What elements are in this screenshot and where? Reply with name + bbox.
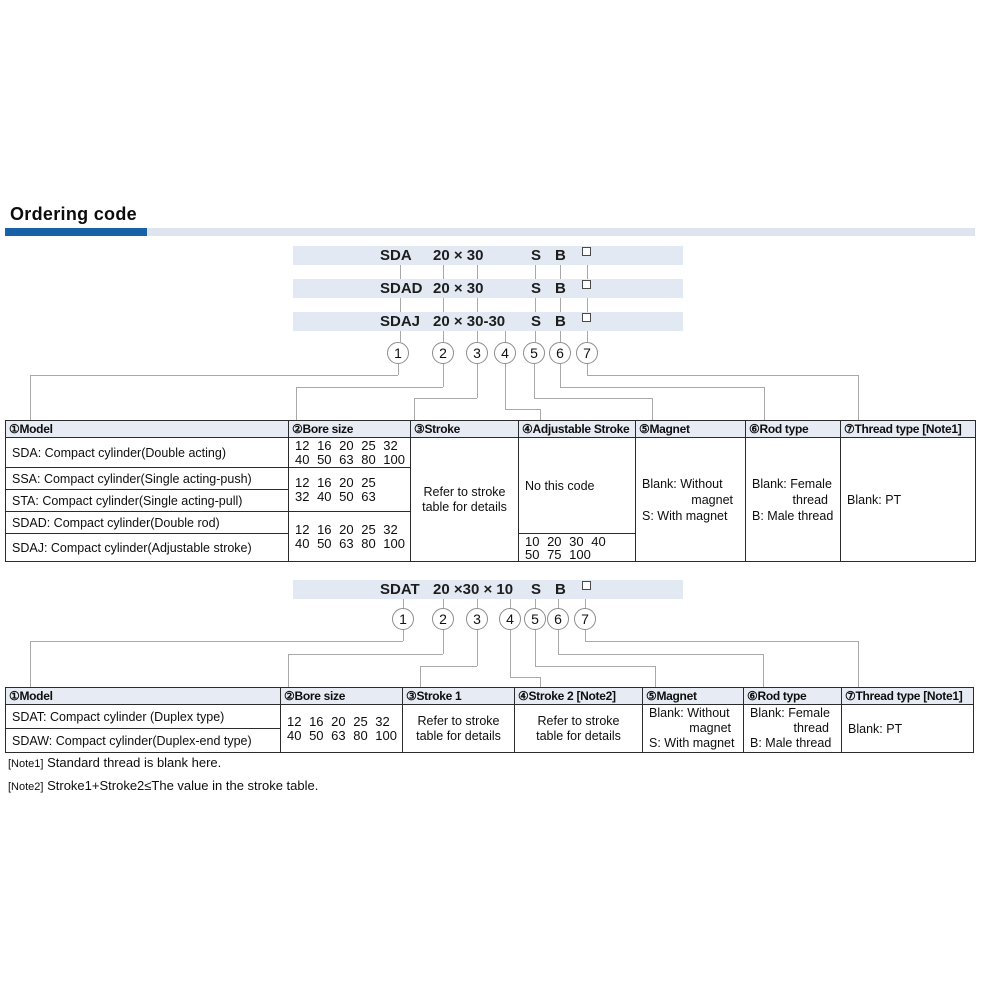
connector-line [587,298,588,312]
code-magnet: S [531,313,542,330]
connector-line [505,409,540,410]
col-header-stroke2: ④Stroke 2 [Note2] [515,688,643,705]
position-circle-6: 6 [549,342,571,364]
col-header-adjustable-stroke: ④Adjustable Stroke [519,421,636,438]
position-circle-6: 6 [547,608,569,630]
connector-line [477,331,478,342]
position-circle-1: 1 [392,608,414,630]
code-rod: B [555,313,566,330]
code-size: 20 × 30-30 [433,313,506,330]
connector-line [510,599,511,608]
title-underline-dark [5,228,147,236]
connector-line [558,630,559,654]
code-rod: B [555,280,566,297]
connector-line [560,298,561,312]
model-cell: SDAT: Compact cylinder (Duplex type) [6,705,281,729]
note-label: [Note2] [8,781,44,793]
col-header-model: ①Model [6,688,281,705]
code-size: 20 × 30 [433,280,484,297]
code-bar-sdat [293,580,683,599]
connector-line [535,630,536,666]
connector-line [400,265,401,279]
col-header-thread-type: ⑦Thread type [Note1] [841,421,976,438]
connector-line [414,398,477,399]
model-cell: SDAJ: Compact cylinder(Adjustable stroke) [6,534,289,562]
code-model: SDAT [380,581,420,598]
connector-line [477,265,478,279]
code-magnet: S [531,581,542,598]
magnet-cell: Blank: Without magnet S: With magnet [643,705,744,753]
model-cell: SDAD: Compact cylinder(Double rod) [6,512,289,534]
model-cell: SSA: Compact cylinder(Single acting-push) [6,468,289,490]
connector-line [764,387,765,420]
connector-line [477,630,478,666]
code-magnet: S [531,247,542,264]
col-header-magnet: ⑤Magnet [643,688,744,705]
connector-line [587,265,588,279]
connector-line [443,265,444,279]
position-circle-1: 1 [387,342,409,364]
col-header-stroke: ③Stroke [411,421,519,438]
connector-line [560,364,561,387]
code-bar-sda [293,246,683,265]
connector-line [505,364,506,409]
col-header-rod-type: ⑥Rod type [744,688,842,705]
code-model: SDA [380,247,412,264]
code-bar-sdad [293,279,683,298]
code-bar-sdaj [293,312,683,331]
connector-line [398,364,399,375]
connector-line [288,654,443,655]
connector-line [540,409,541,420]
title-underline-light [5,228,975,236]
connector-line [585,599,586,608]
connector-line [30,641,403,642]
stroke-cell: Refer to stroke table for details [411,438,519,562]
thread-type-cell: Blank: PT [841,438,976,562]
note-1 [8,755,221,770]
connector-line [30,641,31,687]
connector-line [403,630,404,641]
connector-line [652,398,653,420]
code-magnet: S [531,280,542,297]
col-header-rod-type: ⑥Rod type [746,421,841,438]
position-circle-7: 7 [574,608,596,630]
thread-type-cell: Blank: PT [842,705,974,753]
connector-line [535,265,536,279]
position-circle-7: 7 [576,342,598,364]
note-2 [8,778,318,793]
connector-line [400,331,401,342]
bore-cell: 12 16 20 25 32 40 50 63 80 100 [289,438,411,468]
position-circle-3: 3 [466,608,488,630]
note-text: Standard thread is blank here. [47,755,222,770]
connector-line [587,375,858,376]
connector-line [510,677,540,678]
connector-line [535,599,536,608]
connector-line [534,398,652,399]
connector-line [296,387,443,388]
note-label: [Note1] [8,758,44,770]
model-cell: SDAW: Compact cylinder(Duplex-end type) [6,729,281,753]
connector-line [477,298,478,312]
connector-line [587,331,588,342]
table-row [6,438,976,468]
connector-line [443,364,444,387]
connector-line [585,641,858,642]
connector-line [477,364,478,398]
connector-line [30,375,398,376]
position-circle-5: 5 [523,342,545,364]
col-header-thread-type: ⑦Thread type [Note1] [842,688,974,705]
code-size: 20 × 30 [433,247,484,264]
blank-option-box-icon [582,581,591,590]
connector-line [858,641,859,687]
connector-line [400,298,401,312]
connector-line [655,666,656,687]
table-row [6,705,974,729]
connector-line [560,265,561,279]
connector-line [763,654,764,687]
connector-line [560,387,764,388]
connector-line [296,387,297,420]
connector-line [558,654,763,655]
connector-line [535,331,536,342]
code-size: 20 ×30 × 10 [433,581,514,598]
position-circle-2: 2 [432,608,454,630]
code-rod: B [555,247,566,264]
magnet-cell: Blank: Without magnet S: With magnet [636,438,746,562]
connector-line [535,298,536,312]
ordering-table-2 [5,687,974,753]
code-model: SDAJ [380,313,421,330]
bore-cell: 12 16 20 25 32 40 50 63 80 100 [289,512,411,562]
position-circle-4: 4 [499,608,521,630]
connector-line [535,666,655,667]
connector-line [443,331,444,342]
connector-line [505,331,506,342]
connector-line [510,630,511,677]
col-header-magnet: ⑤Magnet [636,421,746,438]
connector-line [443,298,444,312]
model-cell: STA: Compact cylinder(Single acting-pull) [6,490,289,512]
blank-option-box-icon [582,313,591,322]
col-header-stroke1: ③Stroke 1 [403,688,515,705]
stroke1-cell: Refer to stroke table for details [403,705,515,753]
connector-line [585,630,586,641]
connector-line [540,677,541,687]
col-header-bore: ②Bore size [281,688,403,705]
model-cell: SDA: Compact cylinder(Double acting) [6,438,289,468]
connector-line [587,364,588,375]
connector-line [443,599,444,608]
position-circle-3: 3 [466,342,488,364]
position-circle-2: 2 [432,342,454,364]
connector-line [560,331,561,342]
blank-option-box-icon [582,280,591,289]
connector-line [534,364,535,398]
rod-type-cell: Blank: Female thread B: Male thread [746,438,841,562]
bore-cell: 12 16 20 25 32 40 50 63 [289,468,411,512]
connector-line [558,599,559,608]
connector-line [420,666,477,667]
page-title: Ordering code [10,204,137,224]
rod-type-cell: Blank: Female thread B: Male thread [744,705,842,753]
connector-line [288,654,289,687]
ordering-table-1 [5,420,976,562]
blank-option-box-icon [582,247,591,256]
col-header-model: ①Model [6,421,289,438]
code-model: SDAD [380,280,423,297]
code-rod: B [555,581,566,598]
connector-line [858,375,859,420]
connector-line [443,630,444,654]
position-circle-5: 5 [524,608,546,630]
position-circle-4: 4 [494,342,516,364]
adjustable-stroke-values-cell: 10 20 30 40 50 75 100 [519,534,636,562]
connector-line [420,666,421,687]
note-text: Stroke1+Stroke2≤The value in the stroke table. [47,778,319,793]
adjustable-stroke-cell: No this code [519,438,636,534]
connector-line [477,599,478,608]
stroke2-cell: Refer to stroke table for details [515,705,643,753]
bore-cell: 12 16 20 25 32 40 50 63 80 100 [281,705,403,753]
connector-line [403,599,404,608]
connector-line [30,375,31,420]
col-header-bore: ②Bore size [289,421,411,438]
connector-line [414,398,415,420]
